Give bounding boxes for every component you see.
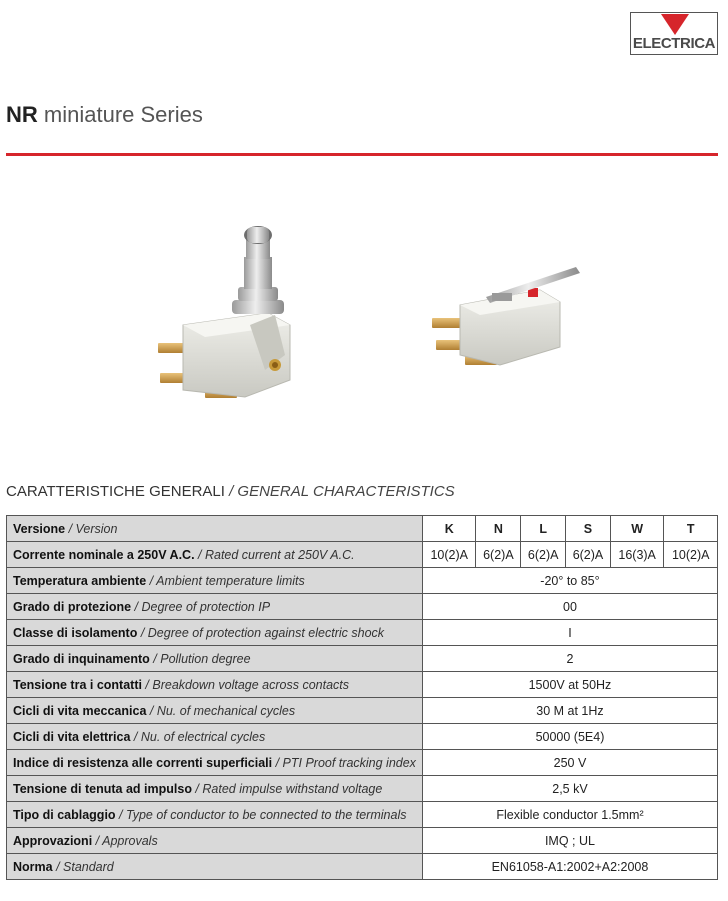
row-label: Tensione di tenuta ad impulso / Rated impulse withstand voltage xyxy=(7,776,423,802)
table-row xyxy=(7,828,718,854)
table-row xyxy=(7,802,718,828)
row-value: I xyxy=(422,620,717,646)
row-label: Grado di protezione / Degree of protection IP xyxy=(7,594,423,620)
row-value: 00 xyxy=(422,594,717,620)
table-row xyxy=(7,568,718,594)
version-header: K xyxy=(422,516,476,542)
row-value: 2,5 kV xyxy=(422,776,717,802)
section-heading-en: / GENERAL CHARACTERISTICS xyxy=(224,483,455,500)
row-label: Corrente nominale a 250V A.C. / Rated current at 250V A.C. xyxy=(7,542,423,568)
table-row xyxy=(7,620,718,646)
current-value: 6(2)A xyxy=(521,542,566,568)
row-label: Tensione tra i contatti / Breakdown voltage across contacts xyxy=(7,672,423,698)
title-divider xyxy=(6,153,718,156)
table-row xyxy=(7,724,718,750)
row-value: 50000 (5E4) xyxy=(422,724,717,750)
logo-text: ELECTRICA xyxy=(632,35,716,52)
row-value: Flexible conductor 1.5mm² xyxy=(422,802,717,828)
row-label: Cicli di vita meccanica / Nu. of mechanical cycles xyxy=(7,698,423,724)
row-value: EN61058-A1:2002+A2:2008 xyxy=(422,854,717,880)
row-value: -20° to 85° xyxy=(422,568,717,594)
table-row xyxy=(7,672,718,698)
current-value: 6(2)A xyxy=(476,542,521,568)
current-value: 10(2)A xyxy=(422,542,476,568)
version-header: L xyxy=(521,516,566,542)
version-header: N xyxy=(476,516,521,542)
row-value: 1500V at 50Hz xyxy=(422,672,717,698)
switch-lever xyxy=(432,267,580,365)
table-row-rated-current xyxy=(7,542,718,568)
row-label: Grado di inquinamento / Pollution degree xyxy=(7,646,423,672)
current-value: 10(2)A xyxy=(664,542,718,568)
row-label: Classe di isolamento / Degree of protection against electric shock xyxy=(7,620,423,646)
table-row xyxy=(7,854,718,880)
product-photo xyxy=(0,165,728,465)
table-row-version xyxy=(7,516,718,542)
table-row xyxy=(7,776,718,802)
table-row xyxy=(7,698,718,724)
electrica-logo xyxy=(630,12,718,55)
row-label: Tipo di cablaggio / Type of conductor to be connected to the terminals xyxy=(7,802,423,828)
row-value: 30 M at 1Hz xyxy=(422,698,717,724)
row-label: Versione / Version xyxy=(7,516,423,542)
table-row xyxy=(7,594,718,620)
row-value: 250 V xyxy=(422,750,717,776)
row-label: Cicli di vita elettrica / Nu. of electrical cycles xyxy=(7,724,423,750)
current-value: 6(2)A xyxy=(566,542,611,568)
series-name: miniature Series xyxy=(37,102,203,127)
characteristics-table xyxy=(6,515,718,880)
series-code: NR xyxy=(6,102,38,127)
section-heading xyxy=(6,483,455,500)
version-header: W xyxy=(610,516,664,542)
section-heading-it: CARATTERISTICHE GENERALI xyxy=(6,483,225,500)
current-value: 16(3)A xyxy=(610,542,664,568)
version-header: S xyxy=(566,516,611,542)
version-header: T xyxy=(664,516,718,542)
table-row xyxy=(7,646,718,672)
row-label: Norma / Standard xyxy=(7,854,423,880)
row-label: Indice di resistenza alle correnti superficiali / PTI Proof tracking index xyxy=(7,750,423,776)
page-title xyxy=(6,102,203,128)
row-label: Temperatura ambiente / Ambient temperature limits xyxy=(7,568,423,594)
switch-roller-plunger xyxy=(158,226,290,398)
table-row xyxy=(7,750,718,776)
row-label: Approvazioni / Approvals xyxy=(7,828,423,854)
row-value: 2 xyxy=(422,646,717,672)
row-value: IMQ ; UL xyxy=(422,828,717,854)
